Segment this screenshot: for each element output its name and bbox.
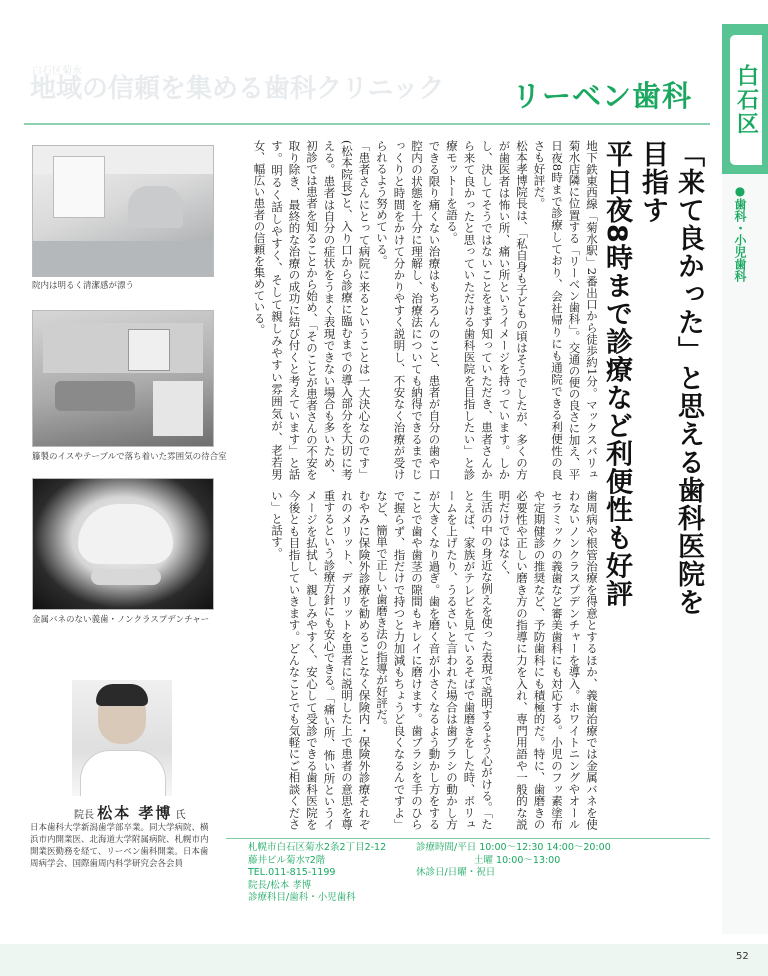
director-portrait: [72, 680, 172, 796]
clinic-building: 藤井ビル菊水ﾏ2階: [248, 854, 326, 866]
director-suffix: 氏: [175, 810, 186, 821]
article-paragraph: 歯周病や根管治療を得意とするほか、義歯治療では金属バネを使わないノンクラスプデンチャーを導入。ホワイトニングやオールセラミックの義歯など審美歯科にも対応する。小児のフッ素塗布や定期健診の推奨など、予防歯科にも積極的だ。特に、歯磨きの必要性や正しい磨き方の指導に力を入れ、専門用語や一般的な説明だけではなく、: [497, 490, 599, 830]
holidays: 休診日/日曜・祝日: [416, 867, 496, 878]
clinic-departments-line: 診療科目/歯科・小児歯科: [248, 892, 356, 903]
page-number: 52: [736, 951, 749, 962]
photo-caption-2: 籐製のイスやテーブルで落ち着いた雰囲気の待合室: [32, 452, 227, 462]
clinic-interior-photo: [32, 145, 214, 277]
clinic-info-left: [248, 842, 386, 905]
clinic-director-line: 院長/松本 孝博: [248, 879, 312, 891]
article-paragraph: 地下鉄東西線「菊水駅」2番出口から徒歩約1分。マックスバリュ菊水店隣に位置する「リーベン歯科」。交通の便の良さに加え、平日夜8時まで診療しており、会社帰りにも通院できる利便性の良さも好評だ。: [532, 140, 599, 480]
director-bio: 日本歯科大学新潟歯学部卒業。同大学病院、横浜市内開業医、北海道大学附属病院、札幌市内開業医勤務を経て、リーベン歯科開業。日本歯周病学会、国際歯周内科学研究会各会員: [30, 823, 209, 869]
department-tag: ●歯科・小児歯科: [733, 184, 747, 282]
hours-weekday: 診療時間/平日 10:00〜12:30 14:00〜20:00: [416, 842, 611, 853]
clinic-phone: TEL.011-815-1199: [248, 867, 336, 878]
article-paragraph: できる限り痛くない治療はもちろんのこと、患者が自分の歯や口腔内の状態を十分に理解し、治療法についても納得できるまでじっくりと時間をかけて分かりやすく説明し、不安なく治療が受けられるよう努めている。: [375, 140, 442, 480]
headline: [601, 140, 706, 630]
director-role: 院長: [74, 810, 94, 821]
denture-photo: [32, 478, 214, 610]
clinic-address: 札幌市白石区菊水2条2丁目2-12: [248, 842, 387, 853]
headline-line-1: 「来て良かった」と思える歯科医院を目指す: [637, 140, 704, 616]
article-body-lower: [232, 490, 600, 830]
headline-line-2: 平日夜8時まで診療など利便性も好評: [601, 140, 632, 608]
ward-label: 白石区: [729, 34, 763, 166]
waiting-room-photo: [32, 310, 214, 447]
photo-caption-1: 院内は明るく清潔感が漂う: [32, 281, 135, 291]
article-body-upper: [232, 140, 600, 480]
top-band: [0, 0, 768, 22]
side-strip: [722, 174, 768, 934]
photo-caption-3: 金属バネのない義歯・ノンクラスプデンチャー: [32, 615, 210, 625]
director-name-block: [74, 802, 186, 823]
director-name: 松本 孝博: [97, 804, 173, 822]
article-paragraph: 松本孝博院長は、「私自身も子どもの頃はそうでしたが、多くの方が歯医者は怖い所、痛い所というイメージを持っています。しかし、決してそうではないことをまず知っていただき、患者さんから来て良かったと思っていただける歯科医院を目指したい」と診療モットーを語る。: [445, 140, 529, 480]
clinic-title: リーベン歯科: [512, 79, 693, 113]
background-bleed-small: 白石区菊水: [32, 66, 82, 77]
footer-band: [0, 944, 768, 976]
article-paragraph: 「患者さんにとって病院に来るということは一大決心なのです」(松本院長)と、入り口から診療に臨むまでの導入部分を大切に考える。患者は自分の症状をうまく表現できない場合も多いため、初診では患者を知ることから始め、「そのことが患者さんの不安を取り除き、最終的な治療の成功に結び付くと考えています」と話す。明るく話しやすく、そして親しみやすい雰囲気が、老若男女、幅広い患者の信頼を集めている。: [252, 140, 372, 480]
article-paragraph: 生活の中の身近な例えを使った表現で説明するよう心がける。「たとえば、家族がテレビを見ているそばで歯磨きをした時、ボリュームを上げたり、うるさいと言われた場合は歯ブラシの動かし方が大きくなり過ぎ。歯を磨く音が小さくなるよう動かし方をすることで歯や歯茎の隙間もキレイに磨けます。歯ブラシを手のひらで握らず、指だけで持つと力加減もちょうど良くなるんですよ」など、簡単で正しい歯磨き法の指導が好評だ。: [375, 490, 494, 830]
info-divider: [226, 838, 710, 839]
background-bleed-text: 地域の信頼を集める歯科クリニック: [30, 74, 445, 104]
title-divider: [24, 123, 710, 125]
article-paragraph: むやみに保険外診療を勧めることなく保険内・保険外診療それぞれのメリット、デメリットを患者に説明した上で患者の意思を尊重するという診療方針にも安心できる。「痛い所、怖い所というイメージを払拭し、親しみやすく、安心して受診できる歯科医院を今後とも目指していきます。どんなことでも気軽にご相談ください」と話す。: [270, 490, 372, 830]
hours-saturday: 土曜 10:00〜13:00: [474, 854, 561, 866]
clinic-info-right: [416, 842, 611, 880]
